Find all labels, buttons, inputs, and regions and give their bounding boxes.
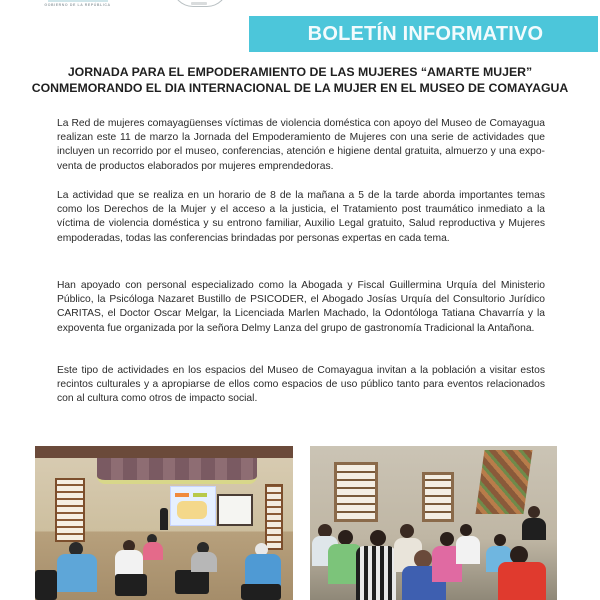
photo-audience (310, 446, 557, 600)
curtain-valance (97, 458, 257, 484)
photo-conference-room (35, 446, 293, 600)
window-center (422, 472, 454, 522)
headline (20, 64, 580, 96)
projection-screen (170, 486, 216, 526)
paragraph-closing: Este tipo de actividades en los espacios del Museo de Comayagua invitan a la población a visitar estos recintos culturales y a apropiarse de ellos como espacios de uso público tanto para eventos relacionados con al cultura como otros de impacto social. (57, 365, 545, 405)
window-left (334, 462, 378, 522)
paragraph-schedule: La actividad que se realiza en un horario de 8 de la mañana a 5 de la tarde aborda importantes temas como los Derechos de la Mujer y el acceso a la justicia, el Tratamiento post traumático inmediato a la víctima de violencia doméstica y su entrono familiar, Auxilio Legal gratuito, Salud reproductiva y Mujeres empoderadas, todas las conferencias brindadas por personas expertas en cada tema. (57, 190, 545, 244)
speaker-figure (160, 508, 168, 530)
banner-title: BOLETÍN INFORMATIVO (307, 22, 544, 45)
wall-tapestry (476, 450, 533, 514)
government-logo (40, 0, 115, 8)
headline-line-2: CONMEMORANDO EL DIA INTERNACIONAL DE LA MUJER EN EL MUSEO DE COMAYAGUA (31, 81, 569, 95)
paragraph-intro: La Red de mujeres comayagüenses víctimas de violencia doméstica con apoyo del Museo de Comayagua realizan este 11 de marzo la Jornada del Empoderamiento de Mujeres con una serie de actividades que incluyen un recorrido por el museo, conferencias, atención e higiene dental gratuita, almuerzo y una expo-venta de productos elaborados por mujeres emprendedoras. (57, 118, 545, 172)
seal-logo-icon (172, 0, 228, 7)
government-logo-text: GOBIERNO DE LA REPÚBLICA (44, 3, 111, 7)
header-logos (0, 0, 240, 14)
bulletin-banner (249, 16, 598, 52)
audience (35, 530, 293, 600)
whiteboard (217, 494, 253, 526)
headline-line-1: JORNADA PARA EL EMPODERAMIENTO DE LAS MUJERES “AMARTE MUJER” (67, 65, 533, 79)
logo-bar (48, 0, 108, 2)
paragraph-supporters: Han apoyado con personal especializado como la Abogada y Fiscal Guillermina Urquía del Ministerio Público, la Psicóloga Nazaret Bustillo de PSICODER, el Abogado Josías Urquía del Consultorio Jurídico CARITAS, el Doctor Oscar Melgar, la Licenciada Marlen Machado, la Odontóloga Tatiana Chavarría y la expoventa fue organizada por la señora Delmy Lanza del grupo de gastronomía Tradicional la Antañona. (57, 280, 545, 334)
